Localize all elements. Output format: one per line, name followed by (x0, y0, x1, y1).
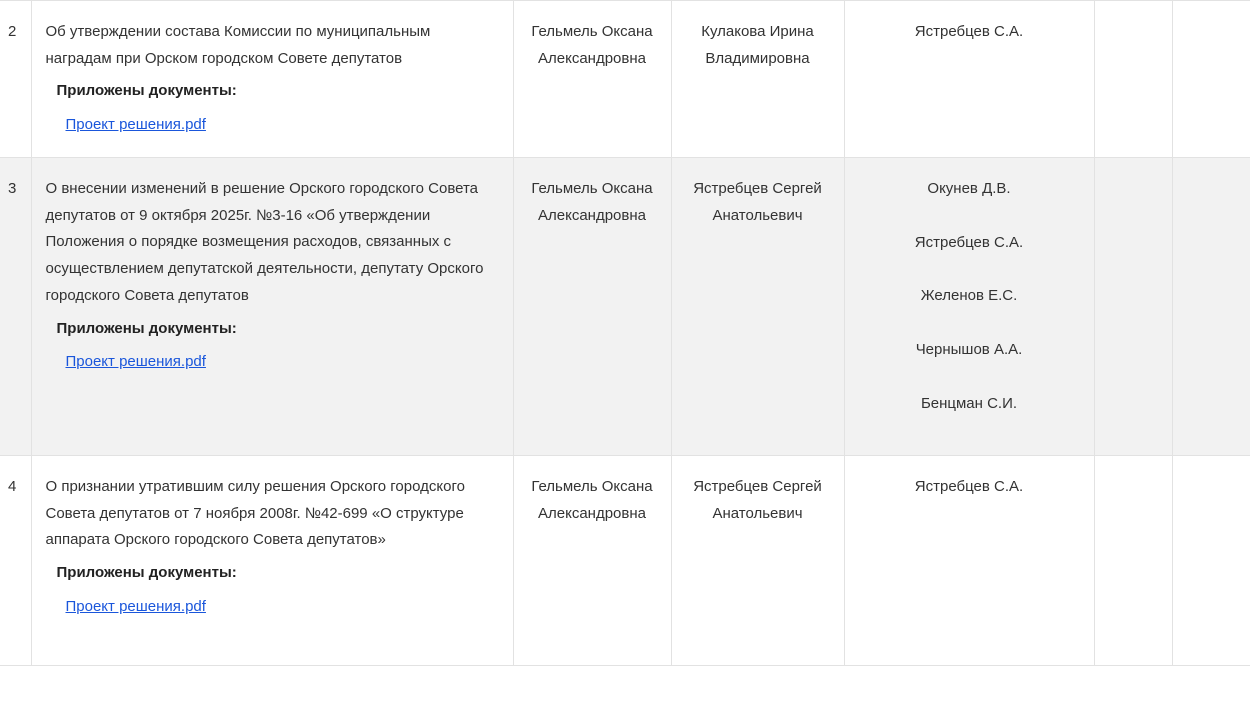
speakers-cell (844, 158, 1094, 456)
speakers-cell (844, 456, 1094, 666)
agenda-item-title: Об утверждении состава Комиссии по муниципальным наградам при Орском городском Совете депутатов (45, 23, 431, 67)
initiator-cell: Гельмель Оксана Александровна (513, 158, 671, 456)
empty-cell (1172, 1, 1250, 158)
empty-cell (1094, 158, 1172, 456)
empty-cell (1094, 1, 1172, 158)
attached-docs-label: Приложены документы: (56, 564, 237, 582)
row-number: 4 (0, 456, 31, 666)
row-number: 2 (0, 1, 31, 158)
speaker-name: Окунев Д.В. (927, 180, 1011, 197)
table-row (0, 1, 1250, 158)
agenda-item-title: О признании утратившим силу решения Орского городского Совета депутатов от 7 ноября 2008г. №42-699 «О структуре аппарата Орского городского Совета депутатов» (45, 478, 465, 549)
empty-cell (1172, 456, 1250, 666)
empty-cell (1094, 456, 1172, 666)
attached-docs-label: Приложены документы: (56, 319, 237, 337)
agenda-item-cell (31, 1, 513, 158)
draft-decision-pdf-link[interactable]: Проект решения.pdf (65, 116, 206, 134)
agenda-item-cell (31, 158, 513, 456)
reporter-cell: Кулакова Ирина Владимировна (671, 1, 844, 158)
empty-cell (1172, 158, 1250, 456)
initiator-cell: Гельмель Оксана Александровна (513, 456, 671, 666)
agenda-item-title: О внесении изменений в решение Орского городского Совета депутатов от 9 октября 2025г. №3-16 «Об утверждении Положения о порядке возмещения расходов, связанных с осуществлением депутатской деятельности, депутату Орского городского Совета депутатов (45, 180, 484, 304)
initiator-cell: Гельмель Оксана Александровна (513, 1, 671, 158)
speaker-name: Бенцман С.И. (920, 394, 1018, 412)
speakers-cell (844, 1, 1094, 158)
draft-decision-pdf-link[interactable]: Проект решения.pdf (65, 353, 206, 371)
row-number: 3 (0, 158, 31, 456)
speaker-name: Ястребцев С.А. (914, 23, 1024, 40)
reporter-cell: Ястребцев Сергей Анатольевич (671, 158, 844, 456)
agenda-item-cell (31, 456, 513, 666)
speaker-name: Чернышов А.А. (915, 341, 1023, 359)
draft-decision-pdf-link[interactable]: Проект решения.pdf (65, 597, 206, 615)
speaker-name: Желенов Е.С. (920, 287, 1018, 305)
speaker-name: Ястребцев С.А. (914, 233, 1024, 251)
attached-docs-label: Приложены документы: (56, 82, 237, 100)
speaker-name: Ястребцев С.А. (914, 478, 1024, 495)
table-row (0, 456, 1250, 666)
table-row (0, 158, 1250, 456)
reporter-cell: Ястребцев Сергей Анатольевич (671, 456, 844, 666)
